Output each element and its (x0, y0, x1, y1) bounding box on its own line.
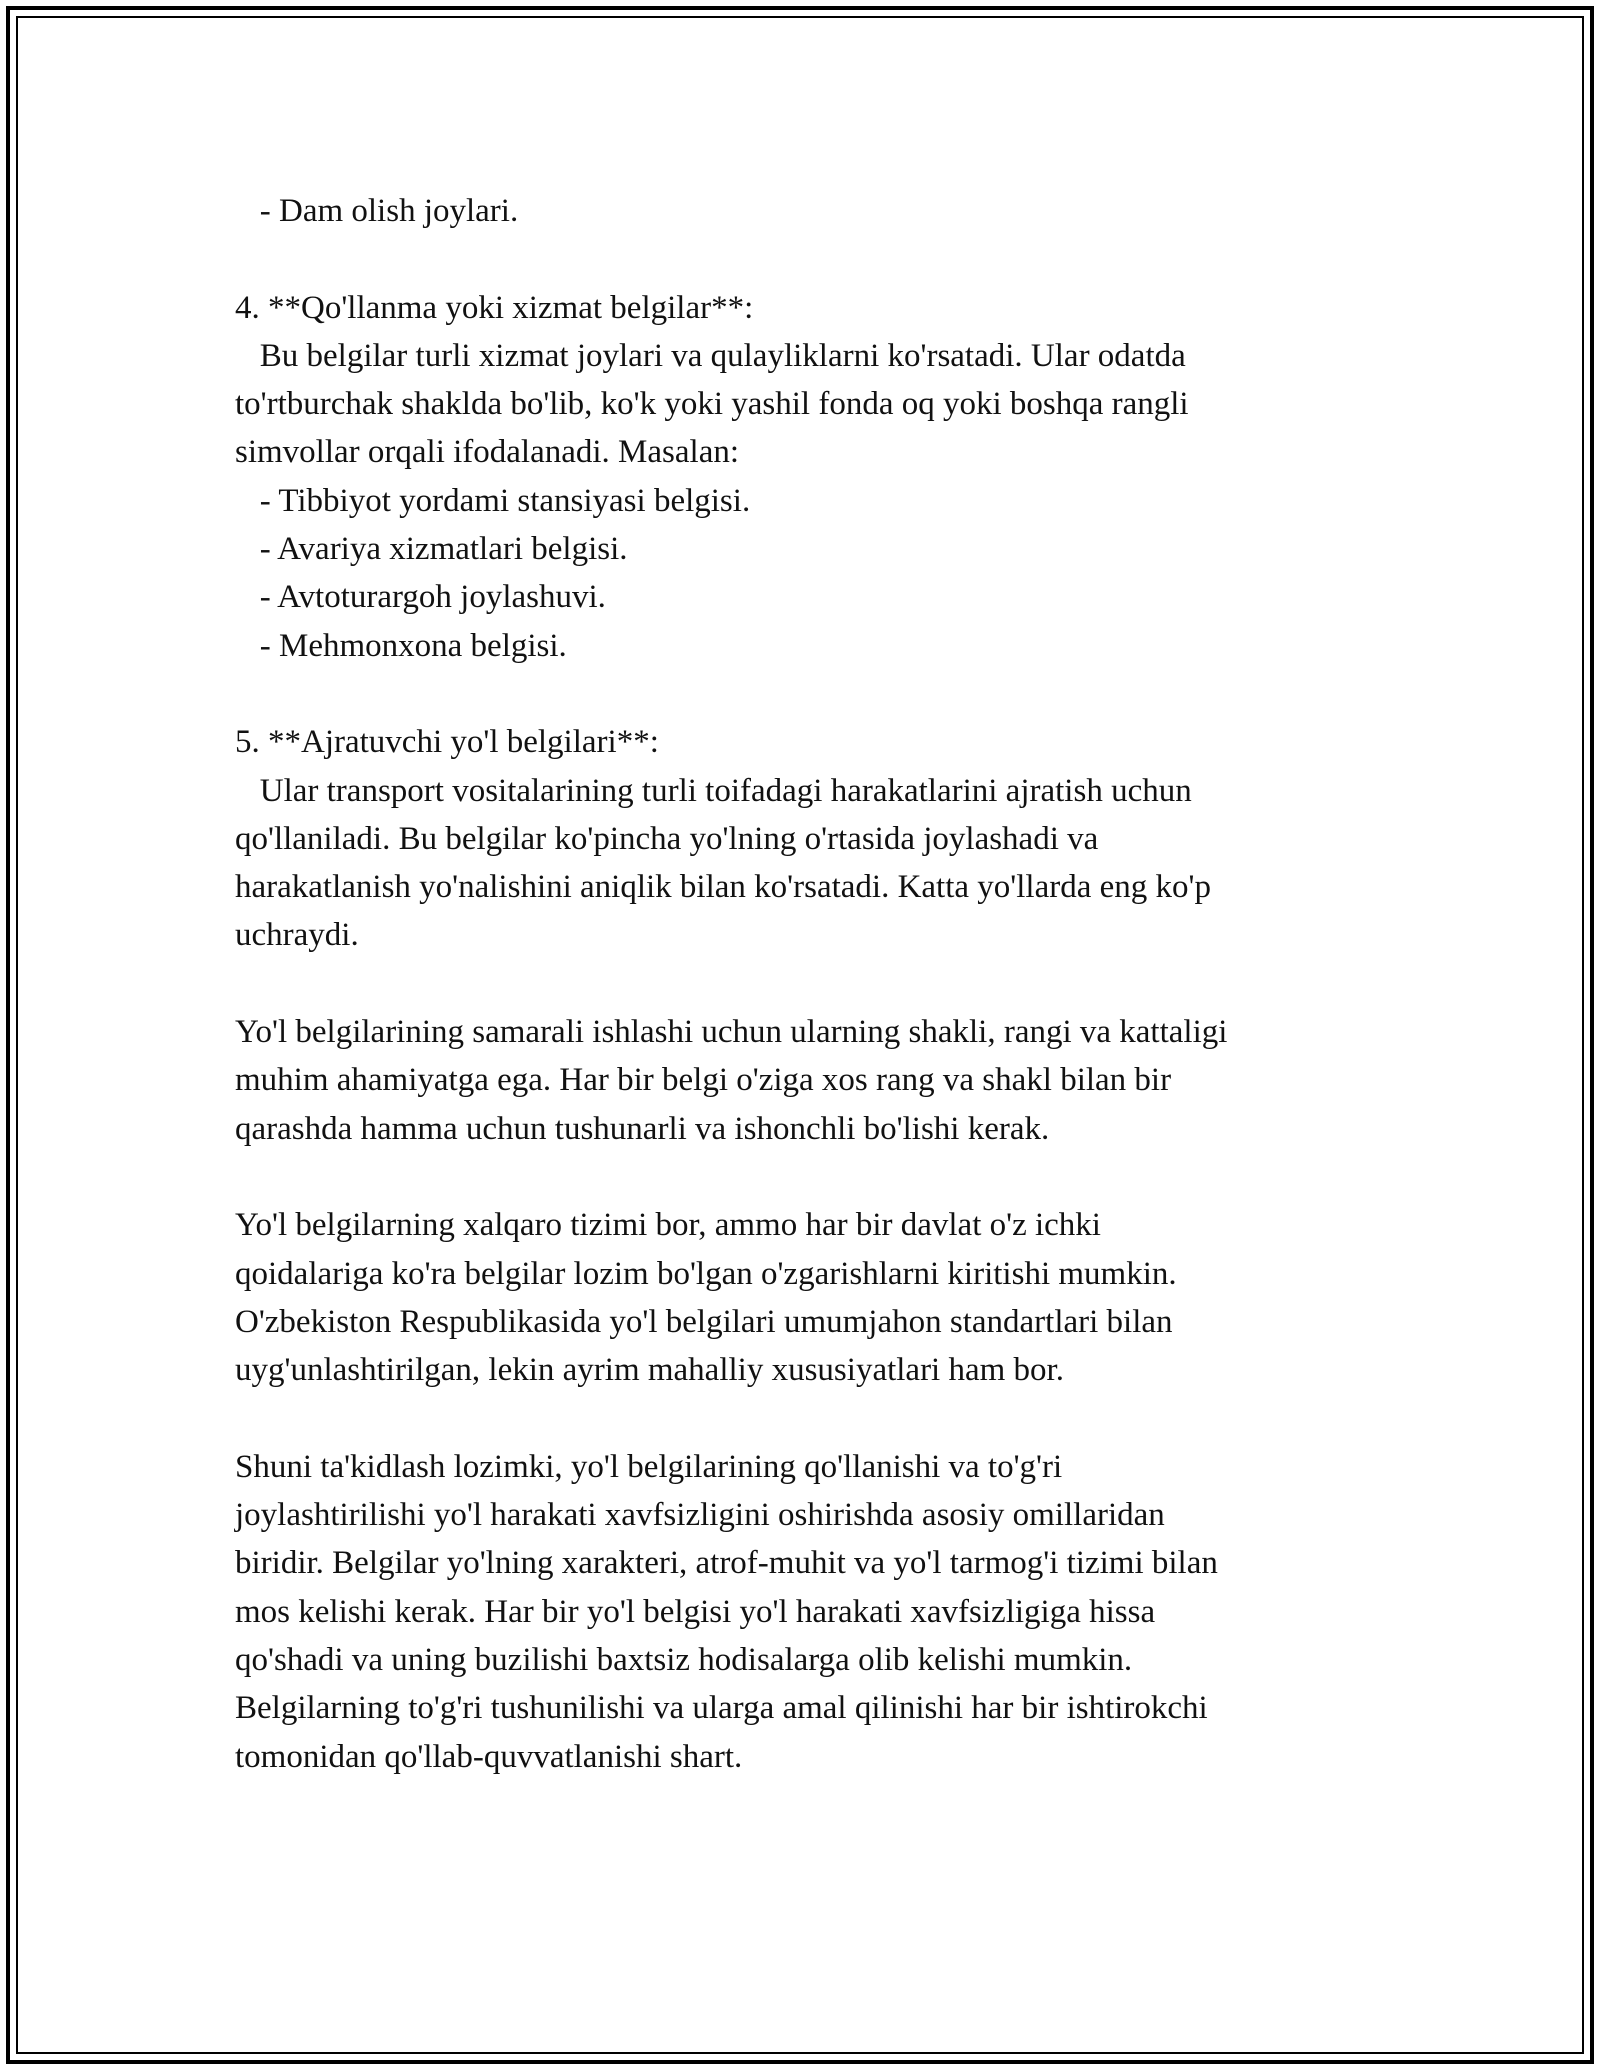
text-line: harakatlanish yo'nalishini aniqlik bilan ko'rsatadi. Katta yo'llarda eng ko'p (235, 869, 1211, 906)
blank-line (235, 1153, 1365, 1201)
text-line: qoidalariga ko'ra belgilar lozim bo'lgan o'zgarishlarni kiritishi mumkin. (235, 1255, 1177, 1292)
blank-line (235, 235, 1365, 283)
text-line: uyg'unlashtirilgan, lekin ayrim mahalliy xususiyatlari ham bor. (235, 1352, 1064, 1389)
text-line: Ular transport vositalarining turli toifadagi harakatlarini ajratish uchun (235, 772, 1192, 809)
list-item: - Avariya xizmatlari belgisi. (235, 531, 628, 568)
text-line: muhim ahamiyatga ega. Har bir belgi o'ziga xos rang va shakl bilan bir (235, 1062, 1172, 1099)
text-line: qo'llaniladi. Bu belgilar ko'pincha yo'lning o'rtasida joylashadi va (235, 820, 1099, 857)
text-line: qo'shadi va uning buzilishi baxtsiz hodisalarga olib kelishi mumkin. (235, 1641, 1133, 1678)
list-item: - Tibbiyot yordami stansiyasi belgisi. (235, 482, 751, 519)
text-line: biridir. Belgilar yo'lning xarakteri, atrof-muhit va yo'l tarmog'i tizimi bilan (235, 1545, 1218, 1582)
document-body (235, 187, 1365, 1781)
text-line: qarashda hamma uchun tushunarli va ishonchli bo'lishi kerak. (235, 1110, 1050, 1147)
text-line: simvollar orqali ifodalanadi. Masalan: (235, 434, 740, 471)
blank-line (235, 960, 1365, 1008)
text-line: Bu belgilar turli xizmat joylari va qulayliklarni ko'rsatadi. Ular odatda (235, 337, 1186, 374)
blank-line (235, 670, 1365, 718)
list-item: - Mehmonxona belgisi. (235, 627, 567, 664)
section-heading: 5. **Ajratuvchi yo'l belgilari**: (235, 724, 659, 761)
list-item: - Avtoturargoh joylashuvi. (235, 579, 606, 616)
section-heading: 4. **Qo'llanma yoki xizmat belgilar**: (235, 289, 754, 326)
text-line: to'rtburchak shaklda bo'lib, ko'k yoki yashil fonda oq yoki boshqa rangli (235, 386, 1189, 423)
blank-line (235, 1394, 1365, 1442)
text-line: mos kelishi kerak. Har bir yo'l belgisi yo'l harakati xavfsizligiga hissa (235, 1593, 1156, 1630)
text-line: tomonidan qo'llab-quvvatlanishi shart. (235, 1738, 743, 1775)
text-line: Shuni ta'kidlash lozimki, yo'l belgilarining qo'llanishi va to'g'ri (235, 1448, 1063, 1485)
text-line: uchraydi. (235, 917, 359, 954)
text-line: Belgilarning to'g'ri tushunilishi va ularga amal qilinishi har bir ishtirokchi (235, 1690, 1208, 1727)
text-line: O'zbekiston Respublikasida yo'l belgilari umumjahon standartlari bilan (235, 1303, 1173, 1340)
text-line: Yo'l belgilarning xalqaro tizimi bor, ammo har bir davlat o'z ichki (235, 1207, 1101, 1244)
text-line: Yo'l belgilarining samarali ishlashi uchun ularning shakli, rangi va kattaligi (235, 1014, 1228, 1051)
text-line: joylashtirilishi yo'l harakati xavfsizligini oshirishda asosiy omillaridan (235, 1497, 1165, 1534)
text-line: - Dam olish joylari. (235, 193, 519, 229)
